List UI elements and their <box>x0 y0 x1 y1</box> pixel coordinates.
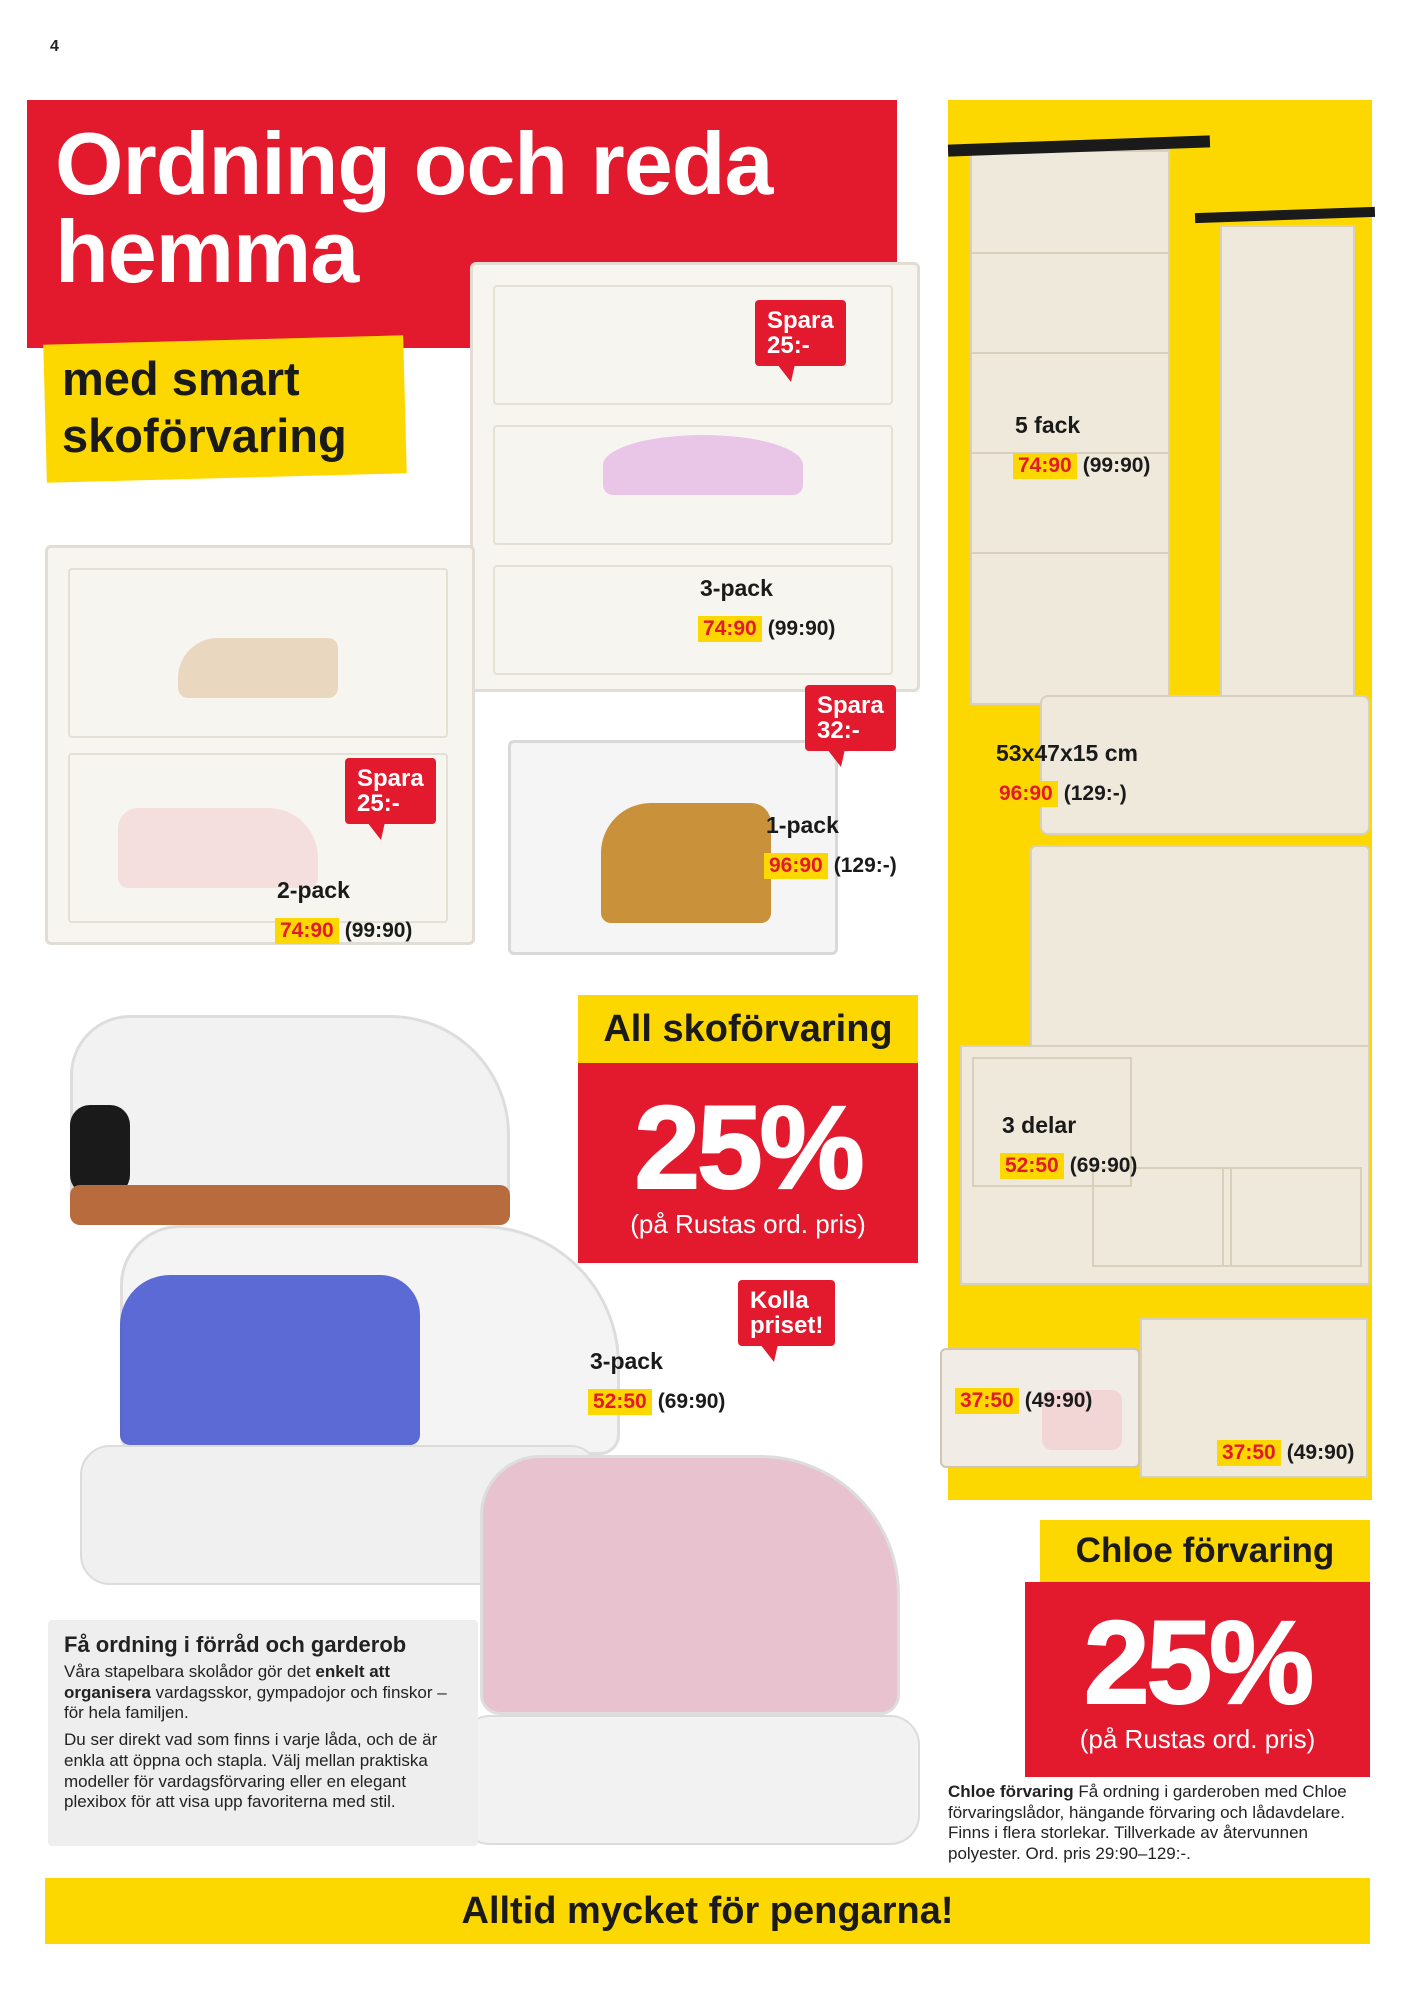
mesh-box-price: 37:50 <box>955 1388 1019 1414</box>
check-price-bubble-line1: Kolla <box>750 1287 809 1314</box>
shoebox-3pack-label: 3-pack <box>700 575 773 601</box>
info-paragraph-2: Du ser direkt vad som finns i varje låda, och de är enkla att öppna och stapla. Välj mellan praktiska modeller för vardagsförvaring eller en elegant plexibox för att visa upp favoriterna med stil. <box>64 1730 438 1812</box>
hero-title-line2: hemma <box>55 202 359 301</box>
info-paragraph-1: Våra stapelbara skolådor gör det enkelt att organisera vardagsskor, gympadojor och finskor – för hela familjen. <box>64 1662 447 1723</box>
mesh-box-price-tag <box>955 1388 1092 1414</box>
shoebox-2pack-price-tag <box>277 877 412 944</box>
hero-subtitle-line2: skoförvaring <box>62 409 347 463</box>
hanging-5fack-label: 5 fack <box>1015 412 1081 438</box>
info-emphasis: enkelt att organisera <box>64 1662 391 1702</box>
canvas-box-price-tag <box>1217 1440 1354 1466</box>
box-3delar-price: 52:50 <box>1000 1153 1064 1179</box>
shoe-stacker-label: 3-pack <box>590 1348 663 1374</box>
shoebox-3pack-price: 74:90 <box>698 616 762 642</box>
storage-bag-price-tag <box>996 740 1138 807</box>
shoe-stacker-price: 52:50 <box>588 1389 652 1415</box>
save-bubble-1pack-line1: Spara <box>817 692 884 719</box>
hero-subtitle <box>62 350 347 465</box>
shoebox-3pack-price-tag <box>700 575 835 642</box>
save-bubble-1pack-line2: 32:- <box>817 717 860 745</box>
canvas-box-price: 37:50 <box>1217 1440 1281 1466</box>
save-bubble-3pack-line1: Spara <box>767 307 834 334</box>
save-bubble-3pack-line2: 25:- <box>767 332 810 360</box>
shoe-stacker-price-tag <box>590 1348 725 1415</box>
shoebox-2pack-old-price: (99:90) <box>344 919 413 942</box>
shoebox-1pack-price: 96:90 <box>764 853 828 879</box>
page-number: 4 <box>50 38 59 55</box>
hanging-organizer-tall-image <box>1220 225 1355 705</box>
hero-title-line1: Ordning och reda <box>55 114 773 213</box>
shoebox-1pack-price-tag <box>766 812 897 879</box>
shoebox-1pack-label: 1-pack <box>766 812 839 838</box>
shoebox-2pack-price: 74:90 <box>275 918 339 944</box>
shoebox-3pack-image <box>470 262 920 692</box>
check-price-bubble-line2: priset! <box>750 1312 824 1340</box>
footer-slogan: Alltid mycket för pengarna! <box>45 1878 1370 1944</box>
shoe-discount-banner: All skoförvaring <box>578 995 918 1063</box>
save-bubble-1pack <box>805 685 896 751</box>
box-3delar-old-price: (69:90) <box>1069 1154 1138 1177</box>
canvas-box-old-price: (49:90) <box>1286 1441 1355 1464</box>
info-box <box>48 1620 478 1846</box>
shoe-discount-note: (på Rustas ord. pris) <box>630 1209 866 1239</box>
hanging-5fack-old-price: (99:90) <box>1082 454 1151 477</box>
hanging-5fack-price-tag <box>1015 412 1150 479</box>
box-3delar-label: 3 delar <box>1002 1112 1077 1138</box>
storage-bag-old-price: (129:-) <box>1063 782 1127 805</box>
chloe-discount-note: (på Rustas ord. pris) <box>1079 1724 1316 1754</box>
box-3delar-price-tag <box>1002 1112 1137 1179</box>
save-bubble-2pack-line2: 25:- <box>357 790 400 818</box>
mesh-box-old-price: (49:90) <box>1024 1389 1093 1412</box>
shoebox-3pack-old-price: (99:90) <box>767 617 836 640</box>
storage-bag-price: 96:90 <box>994 781 1058 807</box>
chloe-description-title: Chloe förvaring <box>948 1782 1074 1801</box>
info-title: Få ordning i förråd och garderob <box>64 1632 407 1657</box>
shoe-discount-block <box>578 1063 918 1263</box>
chloe-discount-block <box>1025 1582 1370 1777</box>
save-bubble-2pack <box>345 758 436 824</box>
save-bubble-3pack <box>755 300 846 366</box>
shoe-discount-percent: 25% <box>634 1082 862 1214</box>
shoebox-1pack-old-price: (129:-) <box>833 854 897 877</box>
chloe-description-text: Få ordning i garderoben med Chloe förvaringslådor, hängande förvaring och lådavdelare. Finns i flera storlekar. Tillverkade av återvunnen polyester. Ord. pris 29:90–129:-. <box>948 1782 1347 1864</box>
storage-box-large-image <box>1030 845 1370 1055</box>
shoe-stacker-old-price: (69:90) <box>657 1390 726 1413</box>
chloe-description <box>948 1782 1368 1865</box>
chloe-discount-banner: Chloe förvaring <box>1040 1520 1370 1582</box>
check-price-bubble <box>738 1280 835 1346</box>
hero-subtitle-line1: med smart <box>62 352 300 405</box>
hanging-5fack-price: 74:90 <box>1013 453 1077 479</box>
save-bubble-2pack-line1: Spara <box>357 765 424 792</box>
shoebox-2pack-label: 2-pack <box>277 877 350 903</box>
chloe-discount-percent: 25% <box>1083 1597 1312 1729</box>
storage-bag-label: 53x47x15 cm <box>996 740 1138 766</box>
